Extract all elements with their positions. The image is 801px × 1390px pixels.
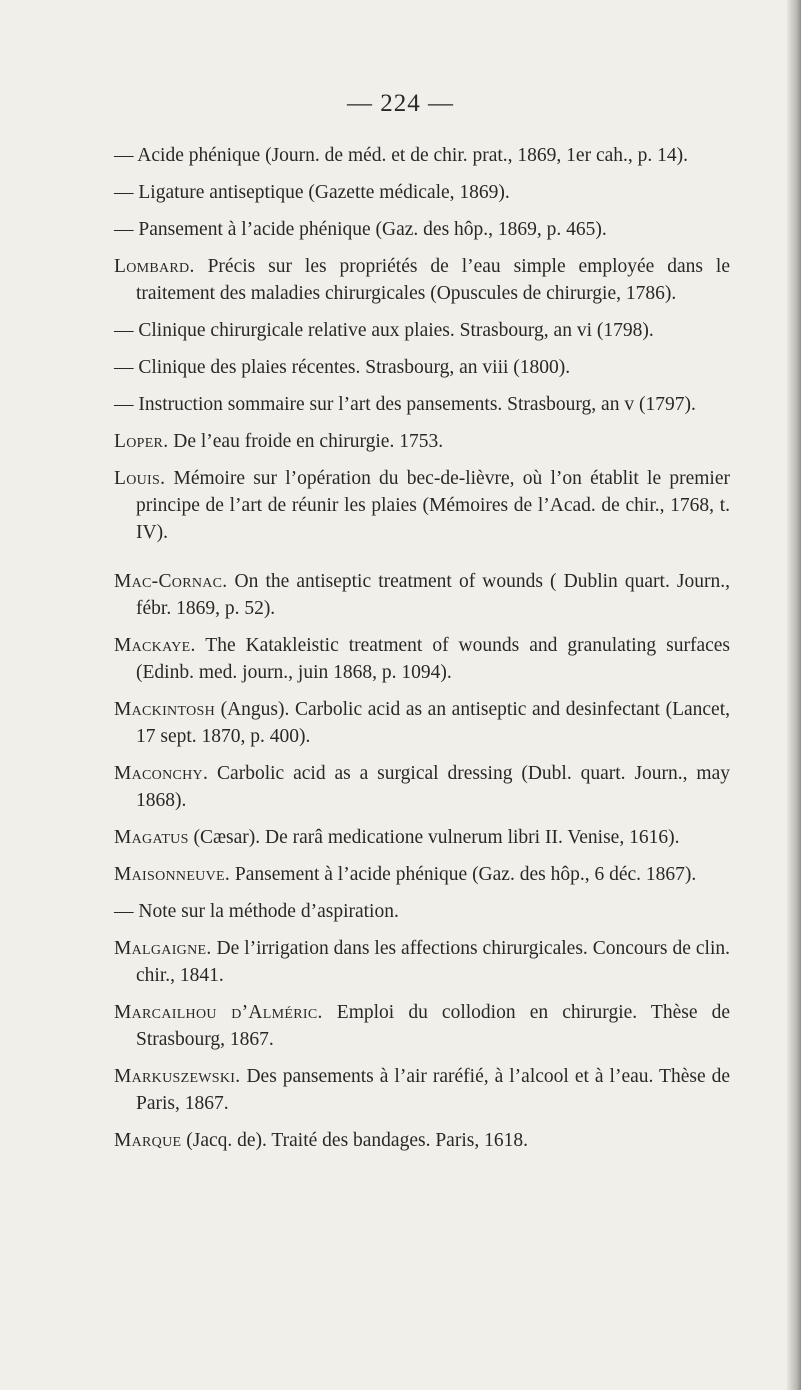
entry-author: Lombard. (114, 256, 195, 277)
bibliography-entry (114, 391, 730, 418)
bibliography-entry (114, 253, 730, 307)
bibliography-entry (114, 935, 730, 989)
bibliography-entry (114, 861, 730, 888)
entry-text: — Clinique des plaies récentes. Strasbourg, an viii (1800). (114, 357, 571, 378)
bibliography-entry (114, 354, 730, 381)
entry-text: (Jacq. de). Traité des bandages. Paris, 1618. (181, 1130, 528, 1151)
entry-text: — Ligature antiseptique (Gazette médicale, 1869). (114, 182, 510, 203)
entry-text: Des pansements à l’air raréfié, à l’alcool et à l’eau. Thèse de Paris, 1867. (136, 1066, 730, 1114)
entry-text: De l’irrigation dans les affections chirurgicales. Concours de clin. chir., 1841. (136, 938, 730, 986)
entry-text: Mémoire sur l’opération du bec-de-lièvre, où l’on établit le premier principe de l’art de réunir les plaies (Mémoires de l’Acad. de chir., 1768, t. IV). (136, 468, 730, 543)
entry-text: — Instruction sommaire sur l’art des pansements. Strasbourg, an v (1797). (114, 394, 696, 415)
entry-text: — Clinique chirurgicale relative aux plaies. Strasbourg, an vi (1798). (114, 320, 654, 341)
bibliography-entry (114, 317, 730, 344)
entry-text: Emploi du collodion en chirurgie. Thèse de Strasbourg, 1867. (136, 1002, 730, 1050)
entry-author: Mackaye. (114, 635, 196, 656)
bibliography-entry (114, 179, 730, 206)
bibliography-entry (114, 216, 730, 243)
entry-author: Maisonneuve. (114, 864, 231, 885)
bibliography-entry (114, 898, 730, 925)
entry-author: Maconchy. (114, 763, 209, 784)
bibliography-entry (114, 142, 730, 169)
bibliography-entry (114, 568, 730, 622)
entry-text: — Acide phénique (Journ. de méd. et de chir. prat., 1869, 1er cah., p. 14). (114, 145, 689, 166)
bibliography-entry (114, 1127, 730, 1154)
entry-text: Précis sur les propriétés de l’eau simple employée dans le traitement des maladies chirurgicales (Opuscules de chirurgie, 1786). (136, 256, 730, 304)
entry-text: De l’eau froide en chirurgie. 1753. (168, 431, 444, 452)
entry-text: On the antiseptic treatment of wounds ( Dublin quart. Journ., fébr. 1869, p. 52). (136, 571, 730, 619)
bibliography-entry (114, 465, 730, 546)
bibliography-entry (114, 1063, 730, 1117)
entry-text: (Angus). Carbolic acid as an antiseptic and desinfectant (Lancet, 17 sept. 1870, p. 400). (136, 699, 730, 747)
entry-text: Carbolic acid as a surgical dressing (Dubl. quart. Journ., may 1868). (136, 763, 730, 811)
entry-author: Loper. (114, 431, 169, 452)
page-edge-shadow (787, 0, 801, 1390)
bibliography-entry (114, 824, 730, 851)
entry-text: The Katakleistic treatment of wounds and granulating surfaces (Edinb. med. journ., juin 1868, p. 1094). (136, 635, 730, 683)
entry-author: Marcailhou d’Alméric. (114, 1002, 323, 1023)
entry-author: Magatus (114, 827, 189, 848)
entry-author: Mackintosh (114, 699, 215, 720)
page-number: — 224 — (347, 90, 454, 117)
bibliography-entry (114, 632, 730, 686)
bibliography-list (114, 142, 730, 1164)
bibliography-entry (114, 696, 730, 750)
bibliography-entry (114, 999, 730, 1053)
bibliography-entry (114, 428, 730, 455)
entry-text: — Pansement à l’acide phénique (Gaz. des hôp., 1869, p. 465). (114, 219, 607, 240)
entry-author: Marque (114, 1130, 182, 1151)
entry-author: Markuszewski. (114, 1066, 241, 1087)
entry-author: Louis. (114, 468, 166, 489)
entry-text: (Cæsar). De rarâ medicatione vulnerum libri II. Venise, 1616). (188, 827, 680, 848)
entry-author: Malgaigne. (114, 938, 212, 959)
entry-text: Pansement à l’acide phénique (Gaz. des hôp., 6 déc. 1867). (230, 864, 697, 885)
entry-author: Mac-Cornac. (114, 571, 228, 592)
entry-text: — Note sur la méthode d’aspiration. (114, 901, 399, 922)
bibliography-entry (114, 760, 730, 814)
